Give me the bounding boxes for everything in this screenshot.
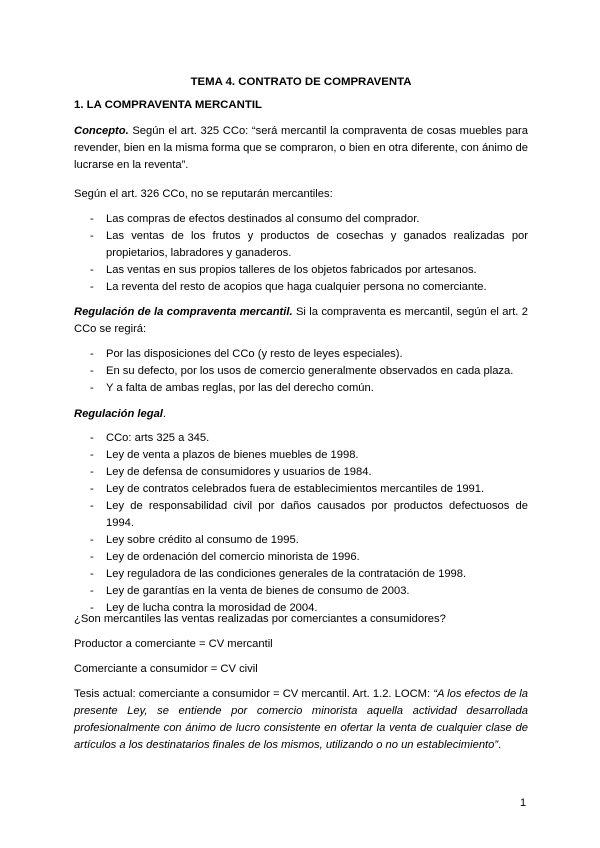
list-item: - Ley de ordenación del comercio minorista de 1996. (90, 551, 360, 563)
list-item: - Las ventas de los frutos y productos de cosechas y ganados realizadas por propietarios, labradores y ganaderos. (90, 230, 528, 259)
tesis-paragraph: Tesis actual: comerciante a consumidor = CV mercantil. Art. 1.2. LOCM: “A los efectos de la presente Ley, se entiende por comercio minorista aquella actividad desarrollada profesionalmente con ánimo de lucro consistente en ofertar la venta de cualquier clase de artículos a los destinatarios finales de los mismos, utilizando o no un establecimiento”. (74, 688, 528, 751)
list-item: - Ley de garantías en la venta de bienes de consumo de 2003. (90, 585, 410, 597)
leyes-list (74, 430, 528, 617)
list-item: - CCo: arts 325 a 345. (90, 432, 210, 444)
document-title: TEMA 4. CONTRATO DE COMPRAVENTA (190, 76, 412, 88)
list-item: - La reventa del resto de acopios que haga cualquier persona no comerciante. (90, 281, 487, 293)
list-item: - Por las disposiciones del CCo (y resto de leyes especiales). (90, 348, 403, 360)
regulacion-label: Regulación de la compraventa mercantil. (74, 306, 293, 318)
regulacion-legal-heading: Regulación legal. (74, 408, 167, 420)
regulacion-list (74, 346, 528, 397)
list-item: - Ley de responsabilidad civil por daños causados por productos defectuosos de 1994. (90, 500, 528, 529)
concepto-paragraph (74, 123, 528, 174)
list-item: - Ley de venta a plazos de bienes muebles de 1998. (90, 449, 359, 461)
productor-line: Productor a comerciante = CV mercantil (74, 638, 273, 650)
concepto-label: Concepto. (74, 125, 129, 137)
question-paragraph: ¿Son mercantiles las ventas realizadas por comerciantes a consumidores? (74, 613, 446, 625)
tesis-quote: “A los efectos de la presente Ley, se entiende por comercio minorista aquella actividad desarrollada profesionalmente con ánimo de lucro consistente en ofertar la venta de cualquier clase de artículos a los destinatarios finales de los mismos, utilizando o no un establecimiento” (74, 688, 528, 751)
section-heading: 1. LA COMPRAVENTA MERCANTIL (74, 99, 262, 111)
list-item: - Ley de lucha contra la morosidad de 2004. (90, 602, 318, 614)
comerciante-line: Comerciante a consumidor = CV civil (74, 663, 258, 675)
list-item: - En su defecto, por los usos de comercio generalmente observados en cada plaza. (90, 365, 514, 377)
regulacion-paragraph (74, 304, 528, 338)
list-item: - Ley de defensa de consumidores y usuarios de 1984. (90, 466, 372, 478)
list-item: - Las ventas en sus propios talleres de los objetos fabricados por artesanos. (90, 264, 477, 276)
art326-list (74, 211, 528, 296)
list-item: - Ley reguladora de las condiciones generales de la contratación de 1998. (90, 568, 467, 580)
list-item: - Las compras de efectos destinados al consumo del comprador. (90, 213, 420, 225)
list-item: - Ley de contratos celebrados fuera de establecimientos mercantiles de 1991. (90, 483, 485, 495)
list-item: - Y a falta de ambas reglas, por las del derecho común. (90, 382, 374, 394)
art326-intro: Según el art. 326 CCo, no se reputarán mercantiles: (74, 188, 333, 200)
concepto-text: Según el art. 325 CCo: “será mercantil la compraventa de cosas muebles para revender, bien en la misma forma que se compraron, o bien en otra diferente, con ánimo de lucrarse en la reventa”. (74, 125, 528, 171)
list-item: - Ley sobre crédito al consumo de 1995. (90, 534, 299, 546)
page-number: 1 (520, 797, 527, 809)
regulacion-text: Si la compraventa es mercantil, según el art. 2 CCo se regirá: (74, 306, 528, 335)
